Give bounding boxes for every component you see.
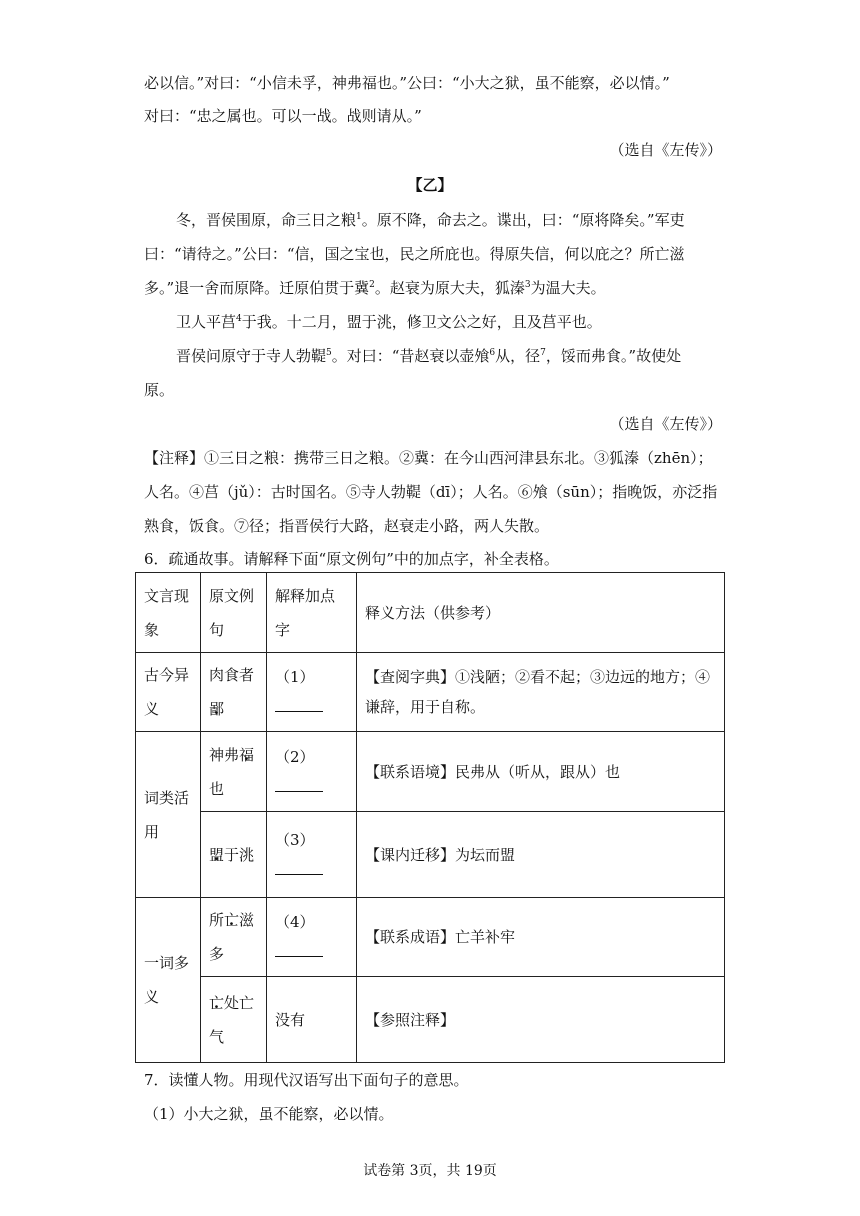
header-cell: 文言现象	[136, 573, 201, 653]
method-cell: 【查阅字典】①浅陋；②看不起；③边远的地方；④谦辞，用于自称。	[357, 653, 725, 732]
answer-cell	[267, 898, 357, 977]
text: 于我。十二月，盟于洮，修卫文公之好，且及莒平也。	[241, 313, 602, 331]
jia-line-1: 必以信。”对曰：“小信未孚，神弗福也。”公曰：“小大之狱，虽不能察，必以情。”	[144, 74, 670, 92]
q7-prompt: 7．读懂人物。用现代汉语写出下面句子的意思。	[144, 1071, 469, 1089]
dotted-char: 亡 ·	[209, 994, 224, 1012]
text: 于洮	[224, 845, 255, 864]
dotted-char: 亡 ·	[224, 911, 239, 929]
blank-label: （3）	[275, 830, 315, 849]
method-cell: 【联系语境】民弗从（听从，跟从）也	[357, 732, 725, 812]
answer-cell: 没有	[267, 977, 357, 1063]
answer-blank[interactable]	[275, 699, 323, 712]
text: 卫人平莒	[176, 313, 237, 331]
method-cell: 【联系成语】亡羊补牢	[357, 898, 725, 977]
category-cell: 一词多义	[136, 898, 201, 1063]
yi-heading: 【乙】	[407, 176, 453, 194]
sentence-cell	[201, 732, 267, 812]
text: 晋侯问原守于寺人勃鞮	[176, 347, 327, 365]
table-row	[136, 732, 725, 812]
table-header-row	[136, 573, 725, 653]
category-cell: 古今异义	[136, 653, 201, 732]
category-cell: 词类活用	[136, 732, 201, 898]
note-ref: 4	[236, 314, 242, 324]
note-ref: 7	[540, 348, 546, 358]
notes-line-2: 人名。④莒（jǔ）：古时国名。⑤寺人勃鞮（dī）；人名。⑥飧（sūn）；指晚饭，亦泛指	[144, 483, 718, 501]
jia-line-2: 对曰：“忠之属也。可以一战。战则请从。”	[144, 107, 422, 125]
table-row	[136, 977, 725, 1063]
note-ref: 2	[369, 280, 375, 290]
note-ref: 1	[356, 212, 362, 222]
text: 处亡气	[209, 993, 255, 1046]
text: 多。”退一舍而原降。迁原伯贯于冀	[144, 279, 370, 297]
dotted-char: 福 ·	[239, 746, 254, 764]
answer-cell	[267, 812, 357, 898]
header-cell: 解释加点字	[267, 573, 357, 653]
q6-table	[135, 572, 725, 1063]
text: 为温大夫。	[530, 279, 606, 297]
text: ，馁而弗食。”故使处	[545, 347, 682, 365]
q7-sub-1: （1）小大之狱，虽不能察，必以情。	[144, 1105, 394, 1123]
header-cell: 原文例句	[201, 573, 267, 653]
yi-source: （选自《左传》）	[609, 415, 722, 433]
sentence-cell	[201, 812, 267, 898]
answer-blank[interactable]	[275, 944, 323, 957]
notes-line-3: 熟食，饭食。⑦径；指晋侯行大路，赵衰走小路，两人失散。	[144, 517, 550, 535]
yi-p2	[176, 312, 602, 332]
answer-blank[interactable]	[275, 779, 323, 792]
text: 滋多	[209, 911, 255, 963]
text: 肉食者	[209, 666, 255, 684]
text: 从，径	[495, 347, 541, 365]
text: 。对曰：“昔赵衰以壶飧	[331, 347, 490, 365]
answer-cell	[267, 732, 357, 812]
blank-label: （1）	[275, 668, 315, 686]
sentence-cell	[201, 653, 267, 732]
text: 所	[209, 911, 225, 929]
method-cell: 【参照注释】	[357, 977, 725, 1063]
yi-p1-line-2: 曰：“请待之。”公曰：“信，国之宝也，民之所庇也。得原失信，何以庇之？所亡滋	[144, 245, 685, 263]
sentence-cell	[201, 977, 267, 1063]
table-row	[136, 653, 725, 732]
text: 冬，晋侯围原，命三日之粮	[176, 211, 357, 229]
yi-p1-line-1	[176, 210, 685, 230]
jia-source: （选自《左传》）	[609, 141, 722, 159]
note-ref: 6	[489, 348, 496, 358]
dotted-char: 鄙 ·	[209, 700, 224, 718]
table-row	[136, 812, 725, 898]
answer-blank[interactable]	[275, 862, 323, 875]
text: 也	[209, 779, 225, 798]
text: 。原不降，命去之。谍出，曰：“原将降矣。”军吏	[361, 211, 685, 229]
notes-line-1: 【注释】①三日之粮：携带三日之粮。②冀：在今山西河津县东北。③狐溱（zhēn）；	[144, 449, 713, 467]
note-ref: 5	[326, 348, 332, 358]
blank-label: （4）	[275, 913, 315, 931]
q6-prompt: 6．疏通故事。请解释下面“原文例句”中的加点字，补全表格。	[144, 550, 559, 568]
blank-label: （2）	[275, 747, 315, 766]
yi-p1-line-3	[144, 278, 606, 298]
yi-p3-line-2: 原。	[144, 381, 175, 399]
method-cell: 【课内迁移】为坛而盟	[357, 812, 725, 898]
yi-p3-line-1	[176, 346, 681, 366]
sentence-cell	[201, 898, 267, 977]
table-row	[136, 898, 725, 977]
text: 。赵衰为原大夫，狐溱	[374, 279, 525, 297]
header-cell: 释义方法（供参考）	[357, 573, 725, 653]
dotted-char: 盟 ·	[209, 846, 224, 864]
answer-cell	[267, 653, 357, 732]
page-footer: 试卷第 3页，共 19页	[363, 1163, 497, 1179]
note-ref: 3	[524, 280, 531, 290]
text: 神弗	[209, 745, 240, 764]
